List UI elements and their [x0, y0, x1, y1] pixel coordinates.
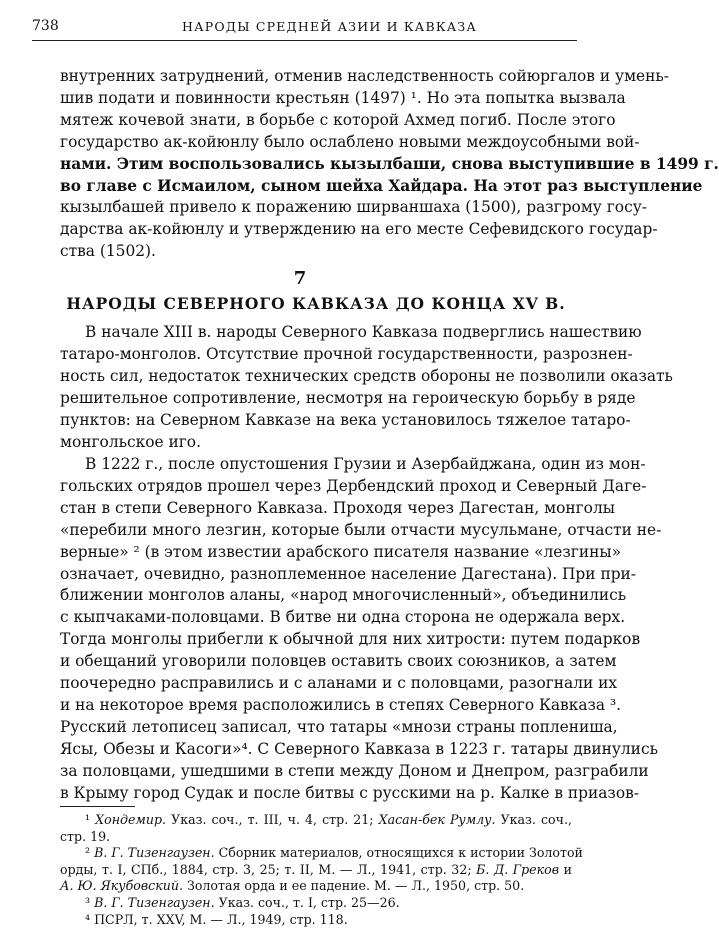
footnote-author: А. Ю. Якубовский.: [60, 878, 183, 894]
text-line: Ясы, Обезы и Касоги»⁴. С Северного Кавказа в 1223 г. татары двинулись: [60, 739, 658, 758]
text-line: нами. Этим воспользовались кызылбаши, снова выступившие в 1499 г.: [60, 154, 719, 173]
text-line: монгольское иго.: [60, 432, 201, 451]
text-line: решительное сопротивление, несмотря на героическую борьбу в ряде: [60, 388, 636, 407]
text-line: в Крыму город Судак и после битвы с русскими на р. Калке в приазов-: [60, 783, 639, 802]
text-line: ближении монголов аланы, «народ многочисленный», объединились: [60, 586, 627, 605]
footnote-author: В. Г. Тизенгаузен.: [94, 845, 215, 861]
text-line: ность сил, недостаток технических средств обороны не позволили оказать: [60, 366, 673, 385]
footnote-line: [60, 878, 572, 895]
footnote-line: [60, 912, 572, 929]
text-line: и обещаний уговорили половцев оставить своих союзников, а затем: [60, 652, 617, 671]
footnote-text: Указ. соч., т. III, ч. 4, стр. 21;: [171, 812, 374, 827]
text-line: мятеж кочевой знати, в борьбе с которой Ахмед погиб. После этого: [60, 110, 616, 129]
footnote-divider: [60, 806, 135, 807]
text-line: внутренних затруднений, отменив наследственность сойюргалов и умень-: [60, 67, 669, 85]
text-line: кызылбашей привело к поражению ширваншаха (1500), разгрому госу-: [60, 198, 647, 217]
text-line: В 1222 г., после опустошения Грузии и Азербайджана, один из мон-: [85, 455, 646, 473]
footnote-text: орды, т. I, СПб., 1884, стр. 3, 25; т. II, М. — Л., 1941, стр. 32;: [60, 861, 472, 877]
footnote-line: [60, 812, 572, 829]
section-number: 7: [293, 268, 307, 289]
text-line: означает, очевидно, разноплеменное население Дагестана). При при-: [60, 564, 637, 583]
footnote-text: Указ. соч., т. I, стр. 25—26.: [218, 894, 400, 910]
footnote-4: [60, 912, 572, 929]
text-line: татаро-монголов. Отсутствие прочной государственности, разрознен-: [60, 344, 633, 363]
footnote-line: [60, 845, 583, 862]
footnote-author: Хасан-бек Румлу.: [378, 812, 496, 827]
footnote-text: и: [563, 861, 573, 877]
footnote-text: Сборник материалов, относящихся к истории Золотой: [218, 845, 583, 861]
text-line: верные» ² (в этом известии арабского писателя название «лезгины»: [60, 542, 622, 561]
text-line: В начале XIII в. народы Северного Кавказа подверглись нашествию: [85, 323, 642, 341]
text-line: Тогда монголы прибегли к обычной для них хитрости: путем подарков: [60, 630, 641, 649]
footnote-text: Золотая орда и ее падение. М. — Л., 1950, стр. 50.: [187, 878, 525, 894]
page-number: 738: [32, 18, 59, 34]
text-line: поочередно расправились и с аланами и с половцами, разогнали их: [60, 674, 618, 693]
text-line: шив подати и повинности крестьян (1497) ¹. Но эта попытка вызвала: [60, 88, 626, 107]
text-line: ства (1502).: [60, 242, 156, 261]
footnote-text: ПСРЛ, т. XXV, М. — Л., 1949, стр. 118.: [94, 911, 348, 927]
footnote-marker: ²: [85, 845, 91, 861]
footnote-marker: ¹: [85, 812, 91, 827]
text-line: пунктов: на Северном Кавказе на века установилось тяжелое татаро-: [60, 410, 631, 429]
footnote-line: стр. 19.: [60, 828, 111, 844]
footnote-2: [60, 845, 583, 895]
footnote-marker: ⁴: [85, 911, 91, 927]
footnote-1: [60, 812, 572, 845]
text-line: с кыпчаками-половцами. В битве ни одна сторона не одержала верх.: [60, 608, 626, 627]
text-line: Русский летописец записал, что татары «мнози страны поплениша,: [60, 717, 618, 736]
paragraph-2: [60, 454, 662, 805]
footnote-author: В. Г. Тизенгаузен.: [94, 894, 215, 910]
footnote-3: [60, 895, 572, 912]
footnotes: [60, 812, 583, 928]
footnote-text: Указ. соч.,: [500, 812, 572, 827]
footnote-author: Хондемир.: [95, 812, 167, 827]
footnote-marker: ³: [85, 894, 91, 910]
text-line: во главе с Исмаилом, сыном шейха Хайдара. На этот раз выступление: [60, 176, 703, 195]
footnote-author: Б. Д. Греков: [476, 861, 560, 877]
text-line: стан в степи Северного Кавказа. Проходя через Дагестан, монголы: [60, 498, 615, 517]
text-line: дарства ак-койюнлу и утверждению на его месте Сефевидского государ-: [60, 220, 658, 239]
footnote-line: [60, 862, 572, 879]
text-line: гольских отрядов прошел через Дербендский проход и Северный Даге-: [60, 476, 647, 495]
running-header: [32, 18, 577, 41]
paragraph-1: [60, 322, 673, 453]
text-line: государство ак-койюнлу было ослаблено новыми междоусобными вой-: [60, 132, 640, 151]
section-title: НАРОДЫ СЕВЕРНОГО КАВКАЗА ДО КОНЦА XV В.: [66, 294, 566, 313]
text-line: «перебили много лезгин, которые были отчасти мусульмане, отчасти не-: [60, 520, 662, 539]
intro-paragraph: [60, 66, 719, 263]
running-title: НАРОДЫ СРЕДНЕЙ АЗИИ И КАВКАЗА: [182, 19, 478, 34]
text-line: за половцами, ушедшими в степи между Доном и Днепром, разграбили: [60, 761, 649, 780]
text-line: и на некоторое время расположились в степях Северного Кавказа ³.: [60, 695, 622, 714]
footnote-line: [60, 895, 572, 912]
